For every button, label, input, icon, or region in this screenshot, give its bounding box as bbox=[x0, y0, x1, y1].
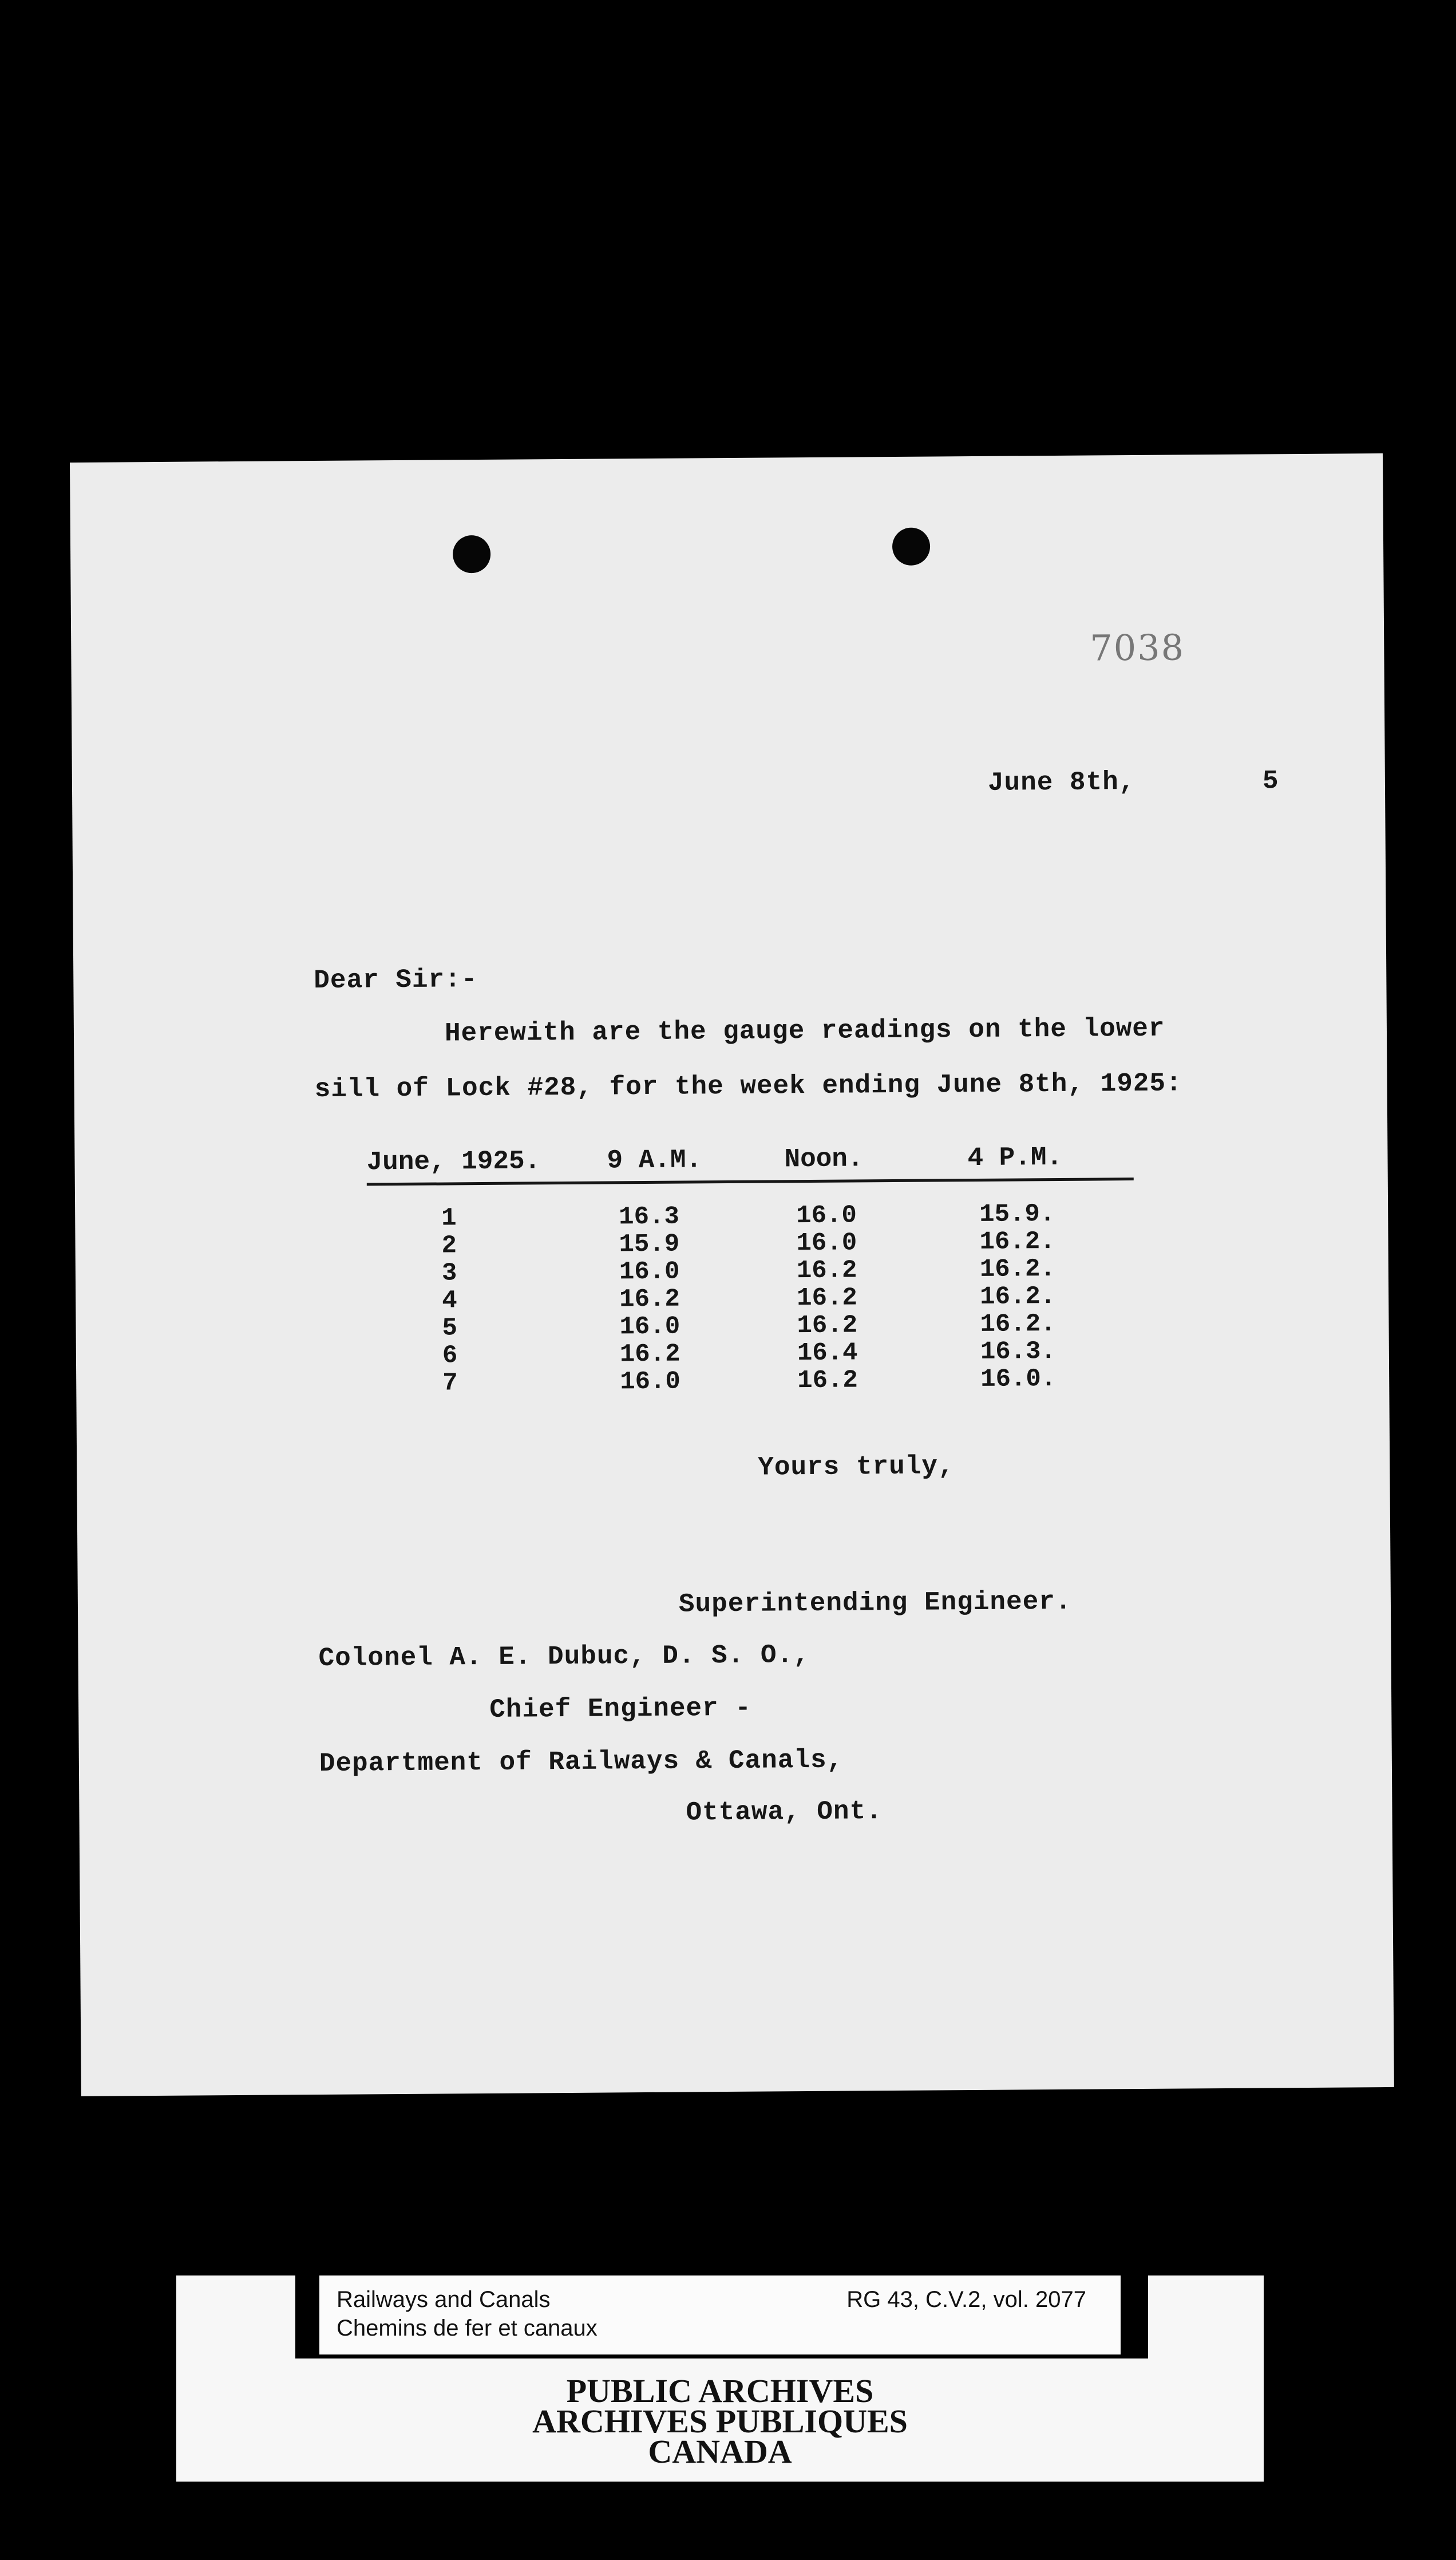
row-9am: 15.9 bbox=[619, 1230, 680, 1259]
signature-title: Superintending Engineer. bbox=[678, 1586, 1072, 1619]
row-4pm: 16.2. bbox=[980, 1310, 1056, 1339]
row-4pm: 16.3. bbox=[980, 1337, 1057, 1366]
addressee-name: Colonel A. E. Dubuc, D. S. O., bbox=[318, 1640, 810, 1674]
row-9am: 16.0 bbox=[619, 1257, 680, 1287]
row-noon: 16.0 bbox=[796, 1228, 857, 1258]
row-9am: 16.0 bbox=[620, 1367, 681, 1397]
letter-date-suffix: 5 bbox=[1262, 766, 1279, 796]
body-line-1: Herewith are the gauge readings on the lower bbox=[444, 1013, 1165, 1049]
row-day: 3 bbox=[441, 1259, 457, 1288]
salutation: Dear Sir:- bbox=[314, 965, 478, 996]
row-4pm: 16.2. bbox=[979, 1227, 1055, 1257]
archives-line-1: PUBLIC ARCHIVES bbox=[566, 2372, 874, 2409]
department-fr: Chemins de fer et canaux bbox=[337, 2316, 598, 2341]
row-4pm: 16.2. bbox=[980, 1282, 1056, 1311]
row-day: 2 bbox=[441, 1231, 457, 1261]
row-noon: 16.2 bbox=[797, 1311, 858, 1341]
letter-page bbox=[70, 453, 1394, 2096]
body-line-2: sill of Lock #28, for the week ending June 8th, 1925: bbox=[314, 1068, 1182, 1105]
addressee-title: Chief Engineer - bbox=[489, 1693, 752, 1725]
punch-hole-left bbox=[453, 535, 490, 573]
row-noon: 16.2 bbox=[797, 1366, 858, 1396]
archives-line-2: ARCHIVES PUBLIQUES bbox=[532, 2403, 908, 2440]
table-row bbox=[368, 1364, 1135, 1397]
row-day: 1 bbox=[441, 1204, 457, 1233]
row-noon: 16.4 bbox=[797, 1338, 858, 1368]
row-4pm: 16.0. bbox=[980, 1365, 1057, 1394]
addressee-city: Ottawa, Ont. bbox=[686, 1796, 883, 1828]
archives-line-3: CANADA bbox=[648, 2433, 792, 2470]
header-rule bbox=[367, 1178, 1134, 1186]
punch-hole-right bbox=[892, 528, 930, 566]
label-box bbox=[319, 2275, 1121, 2354]
row-9am: 16.0 bbox=[619, 1312, 680, 1342]
row-noon: 16.2 bbox=[797, 1283, 858, 1313]
addressee-department: Department of Railways & Canals, bbox=[319, 1745, 844, 1779]
closing: Yours truly, bbox=[758, 1451, 955, 1483]
header-date: June, 1925. bbox=[366, 1146, 541, 1178]
archive-label bbox=[176, 2275, 1264, 2482]
archive-reference: RG 43, C.V.2, vol. 2077 bbox=[846, 2287, 1086, 2312]
row-4pm: 15.9. bbox=[979, 1200, 1055, 1229]
header-noon: Noon. bbox=[784, 1144, 864, 1175]
letter-date: June 8th, bbox=[987, 767, 1135, 798]
row-day: 5 bbox=[442, 1314, 458, 1343]
row-4pm: 16.2. bbox=[979, 1255, 1056, 1284]
table-header bbox=[366, 1142, 1133, 1187]
row-9am: 16.2 bbox=[619, 1285, 680, 1314]
row-noon: 16.0 bbox=[796, 1201, 857, 1231]
header-4pm: 4 P.M. bbox=[967, 1142, 1063, 1174]
row-noon: 16.2 bbox=[796, 1256, 857, 1286]
row-9am: 16.2 bbox=[619, 1340, 680, 1369]
header-9am: 9 A.M. bbox=[607, 1145, 702, 1176]
file-number-stamp: 7038 bbox=[1090, 626, 1185, 669]
row-day: 7 bbox=[442, 1369, 458, 1398]
row-9am: 16.3 bbox=[619, 1202, 680, 1232]
row-day: 6 bbox=[442, 1341, 458, 1370]
row-day: 4 bbox=[442, 1286, 457, 1315]
department-en: Railways and Canals bbox=[337, 2287, 551, 2312]
table-body bbox=[367, 1199, 1135, 1397]
gauge-readings-table bbox=[366, 1142, 1133, 1398]
